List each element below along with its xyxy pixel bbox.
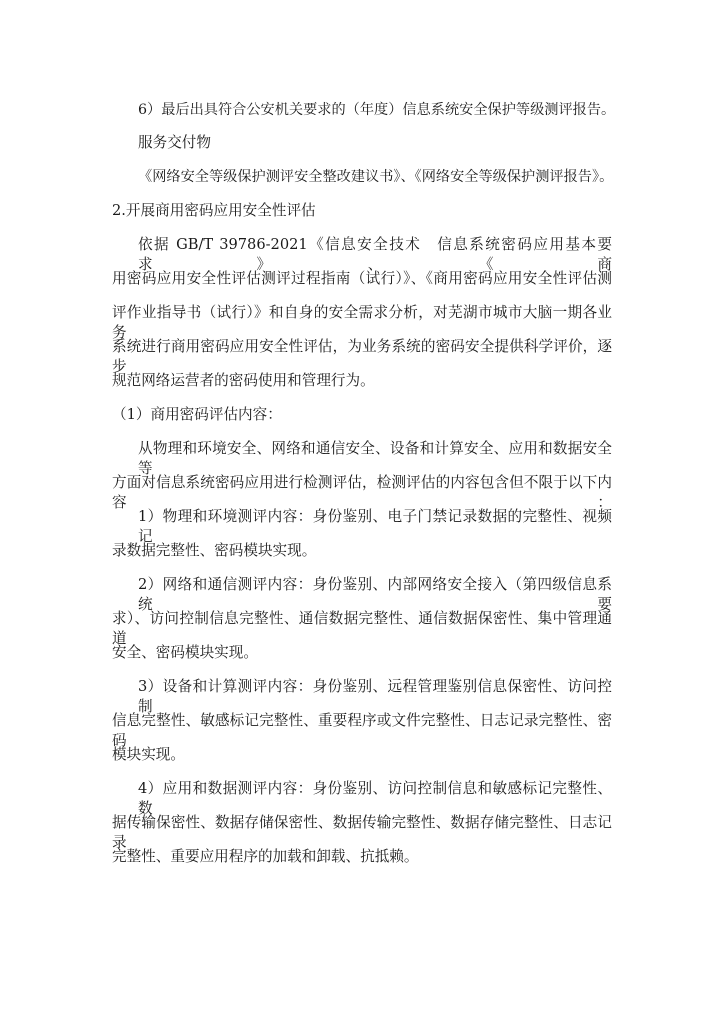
subsection-1-heading: （1）商用密码评估内容： (112, 406, 282, 423)
paragraph-basis-line-2: 用密码应用安全性评估测评过程指南（试行）》、《商用密码应用安全性评估测 (112, 270, 612, 287)
paragraph-scope-line-2: 方面对信息系统密码应用进行检测评估，检测评估的内容包含但不限于以下内容： (112, 474, 612, 511)
paragraph-basis-line-3: 评作业指导书（试行）》和自身的安全需求分析，对芜湖市城市大脑一期各业务 (112, 304, 612, 341)
item-device-line-2: 信息完整性、敏感标记完整性、重要程序或文件完整性、日志记录完整性、密码 (112, 712, 612, 749)
item-network-line-3: 安全、密码模块实现。 (112, 644, 258, 661)
section-2-heading: 2.开展商用密码应用安全性评估 (112, 202, 316, 219)
item-application-line-1: 4）应用和数据测评内容：身份鉴别、访问控制信息和敏感标记完整性、数 (138, 780, 612, 817)
item-device-line-1: 3）设备和计算测评内容：身份鉴别、远程管理鉴别信息保密性、访问控制 (138, 678, 612, 715)
deliverables-list: 《网络安全等级保护测评安全整改建议书》、《网络安全等级保护测评报告》。 (138, 169, 614, 185)
deliverables-heading: 服务交付物 (138, 134, 211, 151)
item-network-line-1: 2）网络和通信测评内容：身份鉴别、内部网络安全接入（第四级信息系统要 (138, 576, 612, 613)
paragraph-basis-line-1: 依据 GB/T 39786-2021《信息安全技术 信息系统密码应用基本要求》、《商 (138, 236, 612, 273)
paragraph-basis-line-4: 系统进行商用密码应用安全性评估，为业务系统的密码安全提供科学评价，逐步 (112, 338, 612, 375)
item-network-line-2: 求）、访问控制信息完整性、通信数据完整性、通信数据保密性、集中管理通道 (112, 610, 612, 647)
item-device-line-3: 模块实现。 (112, 746, 185, 763)
item-6-report: 6）最后出具符合公安机关要求的（年度）信息系统安全保护等级测评报告。 (138, 102, 616, 118)
paragraph-scope-line-1: 从物理和环境安全、网络和通信安全、设备和计算安全、应用和数据安全等 (138, 440, 612, 477)
paragraph-basis-line-5: 规范网络运营者的密码使用和管理行为。 (112, 372, 375, 389)
item-application-line-3: 完整性、重要应用程序的加载和卸载、抗抵赖。 (112, 848, 419, 865)
item-physical-line-1: 1）物理和环境测评内容：身份鉴别、电子门禁记录数据的完整性、视频记 (138, 508, 612, 545)
item-physical-line-2: 录数据完整性、密码模块实现。 (112, 542, 317, 559)
item-application-line-2: 据传输保密性、数据存储保密性、数据传输完整性、数据存储完整性、日志记录 (112, 814, 612, 851)
